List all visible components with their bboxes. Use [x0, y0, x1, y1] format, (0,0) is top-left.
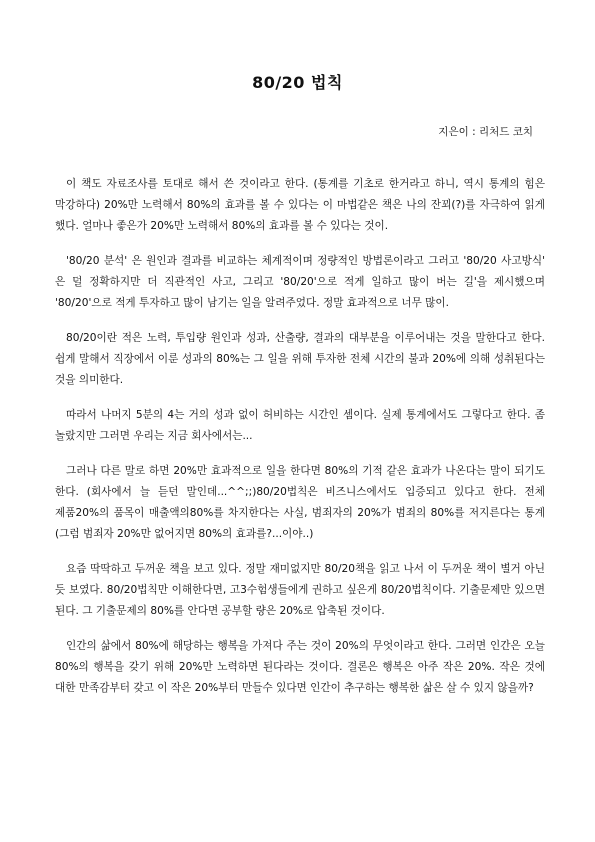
paragraph: '80/20 분석' 은 원인과 결과를 비교하는 체계적이며 정량적인 방법론이라고 그러고 '80/20 사고방식' 은 덜 정확하지만 더 직관적인 사고, 그리고 '80/20'으로 적게 일하고 많이 버는 길'을 제시했으며 '80/20'으로 적게 투자하고 많이 남기는 일을 알려주었다. 정말 효과적으로 너무 많이. [55, 255, 545, 309]
author-line: 지은이 : 리처드 코치 [438, 126, 533, 138]
paragraph: 따라서 나머지 5분의 4는 거의 성과 없이 허비하는 시간인 셈이다. 실제 통계에서도 그렇다고 한다. 좀 놀랐지만 그러면 우리는 지금 회사에서는... [55, 409, 545, 442]
document-body [55, 174, 545, 713]
paragraph: 그러나 다른 말로 하면 20%만 효과적으로 일을 한다면 80%의 기적 같은 효과가 나온다는 말이 되기도 한다. (회사에서 늘 듣던 말인데...^^;;)80/20법칙은 비즈니스에서도 입증되고 있다고 한다. 전체 제품20%의 품목이 매출액의80%를 차지한다는 사실, 범죄자의 20%가 범죄의 80%를 저지른다는 통계(그럼 범죄자 20%만 없어지면 80%의 효과를?...이야..) [55, 465, 545, 540]
paragraph: 인간의 삶에서 80%에 해당하는 행복을 가져다 주는 것이 20%의 무엇이라고 한다. 그러면 인간은 오늘 80%의 행복을 갖기 위해 20%만 노력하면 된다라는 것이다. 결론은 행복은 아주 작은 20%. 작은 것에 대한 만족감부터 갖고 이 작은 20%부터 만들수 있다면 인간이 추구하는 행복한 삶은 살 수 있지 않을까? [55, 640, 545, 694]
paragraph: 80/20이란 적은 노력, 투입량 원인과 성과, 산출량, 결과의 대부분을 이루어내는 것을 말한다고 한다. 쉽게 말해서 직장에서 이룬 성과의 80%는 그 일을 위해 투자한 전체 시간의 불과 20%에 의해 성취된다는 것을 의미한다. [55, 332, 545, 386]
document-title: 80/20 법칙 [252, 73, 343, 92]
paragraph: 이 책도 자료조사를 토대로 해서 쓴 것이라고 한다. (통계를 기초로 한거라고 하니, 역시 통계의 힘은 막강하다) 20%만 노력해서 80%의 효과를 볼 수 있다는 이 마법같은 책은 나의 잔꾀(?)를 자극하여 읽게 했다. 얼마나 좋은가 20%만 노력해서 80%의 효과를 볼 수 있다는 것이. [55, 178, 545, 232]
paragraph: 요즘 딱딱하고 두꺼운 책을 보고 있다. 정말 재미없지만 80/20책을 읽고 나서 이 두꺼운 책이 별거 아닌 듯 보였다. 80/20법칙만 이해한다면, 고3수험생들에게 권하고 싶은게 80/20법칙이다. 기출문제만 있으면 된다. 그 기출문제의 80%를 안다면 공부할 량은 20%로 압축된 것이다. [55, 563, 545, 617]
